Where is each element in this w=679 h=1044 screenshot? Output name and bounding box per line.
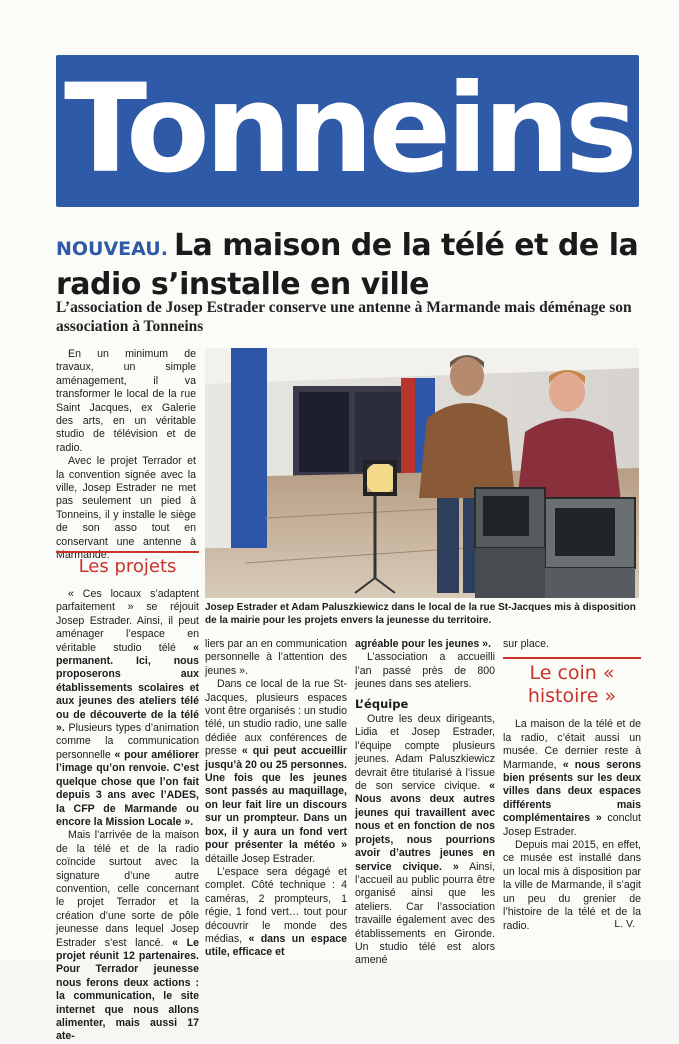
intro-paragraph: En un minimum de travaux, un simple aménagement, il va transformer le local de la rue Saint Jacques, ex Galerie des arts, en un véritable studio de télévision et de radio. xyxy=(56,348,196,454)
quote-text: « pour améliorer l’image qu’on renvoie. C’est quelque chose que l’on fait depuis 3 ans avec l’ADES, la CFP de Marmande ou encore la Mission Locale ». xyxy=(56,748,200,828)
headline-text: La maison de la télé et de la radio s’installe en ville xyxy=(56,228,639,302)
body-paragraph xyxy=(56,829,199,1044)
quote-text: « Le projet réunit 12 partenaires. Pour Terrador jeunesse nous ferons deux actions : la communication, le site internet que nous allons alimenter, mais aussi 17 ate- xyxy=(56,936,199,1043)
body-paragraph xyxy=(355,713,495,968)
body-text: La maison de la télé et de la radio, c’était aussi un musée. Ce dernier reste à Marmande, xyxy=(503,718,641,771)
body-paragraph xyxy=(56,588,199,829)
body-paragraph: Depuis mai 2015, en effet, ce musée est installé dans un local mis à disposition par la ville de Marmande, il s’agit un peu du grenier de l’histoire de la télé et de la radio. xyxy=(503,839,641,932)
body-column-4 xyxy=(503,638,641,933)
section-heading-histoire: Le coin « histoire » xyxy=(503,657,641,712)
quote-text: « nous serons bien présents sur les deux villes dans deux espaces différents mais complémentaires » xyxy=(503,758,642,825)
quote-text: « dans un espace utile, efficace et xyxy=(205,932,347,959)
intro-column xyxy=(56,348,196,563)
body-text: détaille Josep Estrader. xyxy=(205,852,316,865)
body-paragraph: liers par an en communication personnelle à l’attention des jeunes ». xyxy=(205,638,347,677)
masthead-title: Tonneins xyxy=(64,58,633,200)
section-heading-projets: Les projets xyxy=(56,551,199,582)
body-text: Dans ce local de la rue St-Jacques, plusieurs espaces vont être organisés : un studio télé, un studio radio, une salle dédiée aux conférences de presse xyxy=(205,678,347,758)
body-text: Ainsi, l’accueil au public pourra être organisé ainsi que les ateliers. Car l’association travaille également avec des établissements en Gironde. Un studio télé est alors amené xyxy=(355,860,495,967)
author-byline: L. V. xyxy=(614,918,635,930)
body-text: Mais l’arrivée de la maison de la télé et de la radio coïncide surtout avec la signature d’une autre convention, celle concernant le projet Terrador et la création d’une sorte de pôle jeunesse dans lequel Josep Estrader s’est lancé. xyxy=(56,829,199,949)
body-paragraph: L’association a accueilli l’an passé près de 800 jeunes dans ses ateliers. xyxy=(355,651,495,691)
body-text: Plusieurs types d’animation comme la communication personnelle xyxy=(56,722,199,761)
quote-text: agréable pour les jeunes ». xyxy=(355,638,492,650)
body-column-2 xyxy=(205,638,347,960)
headline-kicker: NOUVEAU. xyxy=(56,238,168,260)
body-paragraph: sur place. xyxy=(503,638,549,650)
body-paragraph xyxy=(503,718,641,839)
body-text: « Ces locaux s’adaptent parfaitement » se réjouit Josep Estrader. Ainsi, il peut aménager l’espace en véritable studio télé xyxy=(56,588,199,654)
quote-text: « qui peut accueillir jusqu’à 20 ou 25 personnes. Une fois que les jeunes sont passés au maquillage, on leur fait lire un discours sur un prompteur. Dans un box, il y aura un fond vert pour présenter la météo » xyxy=(205,745,347,852)
body-paragraph xyxy=(205,678,347,866)
body-column-3 xyxy=(355,638,495,968)
body-text: L’espace sera dégagé et complet. Côté technique : 4 caméras, 2 prompteurs, 1 régie, 1 fond vert… tout pour découvrir le monde des médias, xyxy=(205,865,347,945)
body-text: conclut Josep Estrader. xyxy=(503,812,641,838)
body-text: Outre les deux dirigeants, Lidia et Josep Estrader, l’équipe compte plusieurs jeunes. Adam Paluszkiewicz devrait être titularisé à l’issue de son service civique. xyxy=(355,713,495,793)
article-photo xyxy=(205,348,639,598)
photo-caption: Josep Estrader et Adam Paluszkiewicz dans le local de la rue St-Jacques mis à disposition de la mairie pour les projets envers la jeunesse du territoire. xyxy=(205,602,636,626)
intro-paragraph: Avec le projet Terrador et la convention signée avec la ville, Josep Estrader ne met pas seulement un pied à Tonneins, il y installe le siège de son asso tout en conservant une antenne à Marmande. xyxy=(56,455,196,562)
subheadline: L’association de Josep Estrader conserve une antenne à Marmande mais déménage son association à Tonneins xyxy=(56,299,632,335)
projets-column xyxy=(56,545,199,1044)
masthead xyxy=(56,55,639,207)
quote-text: « Nous avons deux autres jeunes qui travaillent avec nous et en fonction de nos projets, nous pourrions avoir d’autres jeunes en service civique. » xyxy=(355,780,495,873)
headline xyxy=(56,228,646,302)
studio-photo-illustration xyxy=(205,348,639,598)
body-paragraph xyxy=(205,866,347,960)
quote-text: « permanent. Ici, nous proposerons aux établissements scolaires et aux jeunes des ateliers télé ou de découverte de la télé ». xyxy=(56,641,199,735)
subsection-heading-equipe: L’équipe xyxy=(355,696,409,711)
